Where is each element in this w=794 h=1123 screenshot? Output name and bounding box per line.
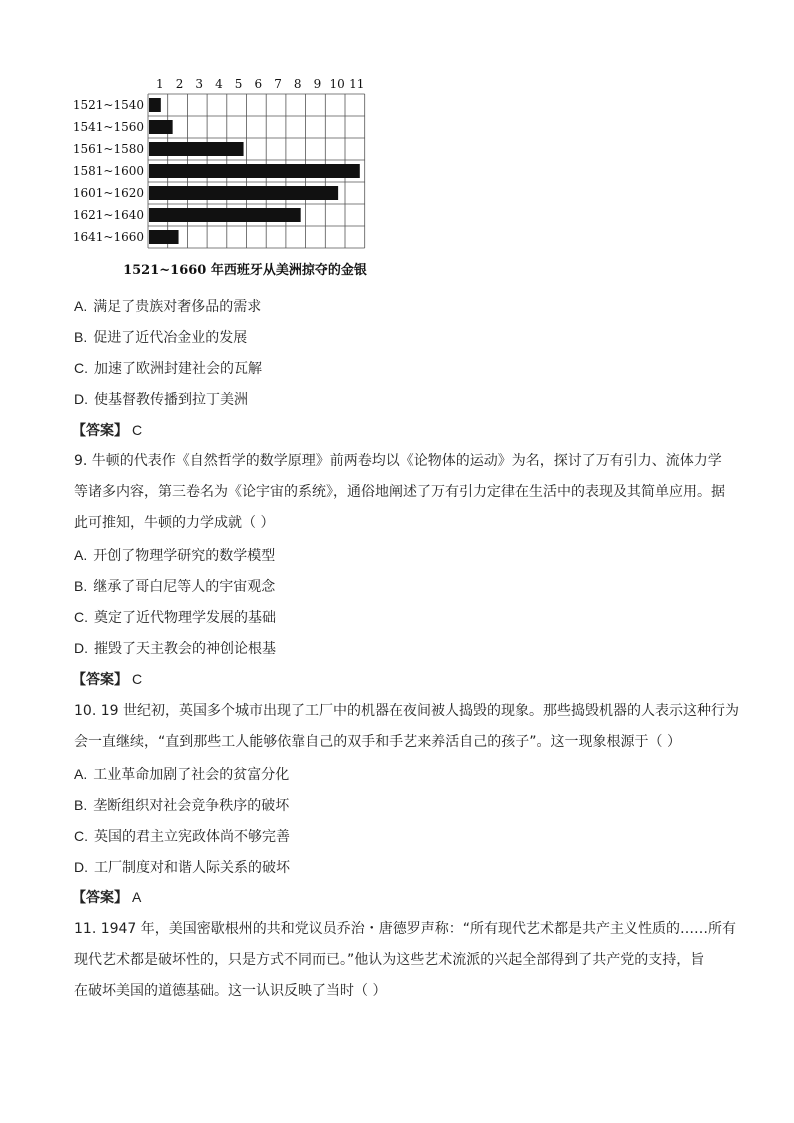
category-label: 1521~1540 bbox=[72, 98, 144, 112]
bar bbox=[149, 164, 360, 178]
bar bbox=[149, 142, 244, 156]
x-tick-label: 10 bbox=[329, 77, 345, 91]
category-label: 1601~1620 bbox=[72, 186, 144, 200]
bar bbox=[149, 120, 173, 134]
x-tick-label: 11 bbox=[349, 77, 365, 91]
category-labels bbox=[73, 98, 144, 244]
q9-answer: 【答案】 C bbox=[72, 671, 143, 688]
x-tick-label: 8 bbox=[293, 77, 302, 91]
q8-option-d: D. 使基督教传播到拉丁美洲 bbox=[74, 391, 248, 408]
x-tick-label: 3 bbox=[195, 77, 204, 91]
x-tick-label: 2 bbox=[175, 77, 184, 91]
q10-stem: 10. 19 世纪初，英国多个城市出现了工厂中的机器在夜间被人捣毁的现象。那些捣毁机器的人表示这种行为 会一直继续，“直到那些工人能够依靠自己的双手和手艺来养活自己的孩子”。这一现象根源于（ ） bbox=[74, 703, 739, 750]
q11-stem: 11. 1947 年，美国密歇根州的共和党议员乔治・唐德罗声称：“所有现代艺术都是共产主义性质的……所有 现代艺术都是破坏性的，只是方式不同而已。”他认为这些艺术流派的兴起全部得到了共产党的支持，旨 在破坏美国的道德基础。这一认识反映了当时（ ） bbox=[74, 921, 737, 999]
x-tick-label: 4 bbox=[215, 77, 223, 91]
bar bbox=[149, 208, 301, 222]
x-tick-label: 5 bbox=[234, 77, 243, 91]
x-tick-label: 6 bbox=[254, 77, 263, 91]
q8-answer: 【答案】 C bbox=[72, 422, 143, 439]
q10-option-c: C. 英国的君主立宪政体尚不够完善 bbox=[74, 828, 290, 845]
q9-option-c: C. 奠定了近代物理学发展的基础 bbox=[74, 609, 276, 626]
q10-option-b: B. 垄断组织对社会竞争秩序的破坏 bbox=[74, 797, 290, 814]
q10-option-a: A. 工业革命加剧了社会的贫富分化 bbox=[74, 766, 290, 783]
bar bbox=[149, 230, 179, 244]
category-label: 1541~1560 bbox=[72, 120, 144, 134]
x-tick-label: 7 bbox=[274, 77, 282, 91]
category-label: 1641~1660 bbox=[72, 230, 144, 244]
silver-gold-bar-chart bbox=[70, 72, 390, 282]
q9-option-b: B. 继承了哥白尼等人的宇宙观念 bbox=[74, 578, 276, 595]
bar bbox=[149, 98, 161, 112]
q8-option-c: C. 加速了欧洲封建社会的瓦解 bbox=[74, 360, 262, 377]
chart-title: 1521~1660 年西班牙从美洲掠夺的金银 bbox=[123, 263, 367, 278]
q8-option-a: A. 满足了贵族对奢侈品的需求 bbox=[74, 298, 262, 315]
x-tick-labels bbox=[156, 77, 364, 91]
chart-bars bbox=[149, 98, 360, 244]
q8-option-b: B. 促进了近代冶金业的发展 bbox=[74, 329, 248, 346]
q9-option-a: A. 开创了物理学研究的数学模型 bbox=[74, 547, 276, 564]
q10-option-d: D. 工厂制度对和谐人际关系的破坏 bbox=[74, 859, 290, 876]
category-label: 1561~1580 bbox=[72, 142, 144, 156]
bar bbox=[149, 186, 338, 200]
x-tick-label: 9 bbox=[313, 77, 322, 91]
q9-option-d: D. 摧毁了天主教会的神创论根基 bbox=[74, 640, 276, 657]
q10-answer: 【答案】 A bbox=[72, 889, 142, 906]
category-label: 1621~1640 bbox=[72, 208, 144, 222]
x-tick-label: 1 bbox=[155, 77, 164, 91]
q9-stem: 9. 牛顿的代表作《自然哲学的数学原理》前两卷均以《论物体的运动》为名，探讨了万有引力、流体力学 等诸多内容，第三卷名为《论宇宙的系统》，通俗地阐述了万有引力定律在生活中的表现及其简单应用。据 此可推知，牛顿的力学成就（ ） bbox=[74, 453, 725, 531]
category-label: 1581~1600 bbox=[72, 164, 144, 178]
